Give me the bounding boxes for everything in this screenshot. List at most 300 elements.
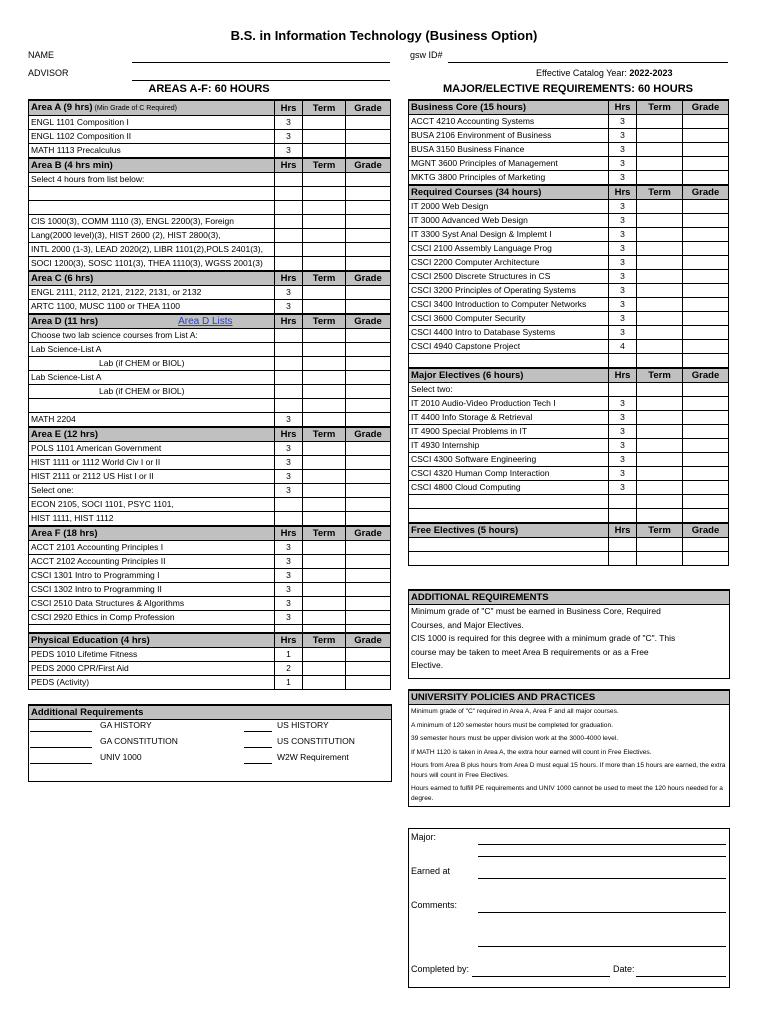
business-core-title-text: Business Core (15 hours) — [411, 102, 527, 113]
area-b-course-row — [29, 187, 391, 201]
term-header: Term — [637, 185, 683, 200]
major-elective-course-course: CSCI 4300 Software Engineering — [409, 453, 609, 467]
business-core-course-grade-cell[interactable] — [683, 157, 729, 171]
addl-left-check-line[interactable] — [30, 731, 92, 732]
area-d-course-row — [29, 343, 391, 357]
policy-text: Minimum grade of "C" required in Area A, Area F and all major courses. — [411, 708, 619, 715]
major-elective-course-grade-cell[interactable] — [683, 411, 729, 425]
advisor-label: ADVISOR — [28, 68, 69, 78]
business-core-course-term-cell[interactable] — [637, 157, 683, 171]
addl-right-item: US CONSTITUTION — [277, 736, 355, 746]
hrs-header: Hrs — [609, 523, 637, 538]
pe-course-course: PEDS (Activity) — [29, 676, 275, 690]
grade-header: Grade — [346, 100, 391, 116]
area-f-course-row — [29, 597, 391, 611]
major-requirements-table — [408, 99, 729, 566]
required-course-term-cell[interactable] — [637, 256, 683, 270]
business-core-course-hrs: 3 — [609, 115, 637, 129]
pe-course-hrs: 1 — [275, 676, 303, 690]
area-e-course-course: Select one: — [29, 484, 275, 498]
name-line[interactable] — [132, 62, 390, 63]
area-f-course-term-cell[interactable] — [303, 611, 346, 625]
major-line[interactable] — [478, 844, 726, 845]
area-c-header-row — [29, 271, 391, 286]
major-label: Major: — [411, 832, 437, 842]
term-header: Term — [637, 100, 683, 115]
major-elective-course-grade-cell[interactable] — [683, 425, 729, 439]
area-f-course-grade-cell[interactable] — [346, 555, 391, 569]
free-elective-course-course — [409, 552, 609, 566]
gsw-id-line[interactable] — [448, 62, 728, 63]
major-elective-course-term-cell[interactable] — [637, 467, 683, 481]
major-elective-course-grade-cell[interactable] — [683, 397, 729, 411]
major-line-2[interactable] — [478, 856, 726, 857]
gsw-id-label: gsw ID# — [410, 50, 443, 60]
area-d-course-hrs — [275, 385, 303, 399]
area-f-course-grade-cell[interactable] — [346, 583, 391, 597]
required-course-row — [409, 242, 729, 256]
major-elective-course-term-cell[interactable] — [637, 439, 683, 453]
area-f-header-row — [29, 526, 391, 541]
area-b-header-row — [29, 158, 391, 173]
required-course-grade-cell[interactable] — [683, 326, 729, 340]
area-f-title-text: Area F (18 hrs) — [31, 528, 98, 539]
required-course-course: IT 3000 Advanced Web Design — [409, 214, 609, 228]
area-d-course-term-cell[interactable] — [303, 357, 346, 371]
free-electives-title-text: Free Electives (5 hours) — [411, 525, 519, 536]
catalog-year-value: 2022-2023 — [629, 68, 673, 78]
area-c-course-hrs: 3 — [275, 286, 303, 300]
major-elective-course-hrs: 3 — [609, 411, 637, 425]
business-core-course-term-cell[interactable] — [637, 143, 683, 157]
area-d-course-grade-cell[interactable] — [346, 371, 391, 385]
completed-by-line[interactable] — [472, 976, 610, 977]
business-core-course-row — [409, 157, 729, 171]
area-d-course-course: Lab (if CHEM or BIOL) — [29, 385, 275, 399]
hrs-header: Hrs — [275, 100, 303, 116]
area-f-course-course: CSCI 1301 Intro to Programming I — [29, 569, 275, 583]
required-course-row — [409, 200, 729, 214]
major-elective-course-term-cell[interactable] — [637, 453, 683, 467]
area-d-course-course: Choose two lab science courses from List A: — [29, 329, 275, 343]
university-policies-title: UNIVERSITY POLICIES AND PRACTICES — [409, 689, 729, 705]
area-a-course-course: ENGL 1102 Composition II — [29, 130, 275, 144]
area-b-course-term-cell[interactable] — [303, 173, 346, 187]
area-e-course-term-cell[interactable] — [303, 484, 346, 498]
pe-course-hrs: 1 — [275, 648, 303, 662]
required-course-grade-cell[interactable] — [683, 242, 729, 256]
major-electives-title — [409, 368, 609, 383]
major-elective-course-row — [409, 453, 729, 467]
area-e-course-hrs: 3 — [275, 470, 303, 484]
major-elective-course-term-cell[interactable] — [637, 397, 683, 411]
major-elective-course-row — [409, 425, 729, 439]
major-elective-course-term-cell[interactable] — [637, 425, 683, 439]
free-elective-course-hrs — [609, 538, 637, 552]
area-f-course-row — [29, 611, 391, 625]
area-b-course-grade-cell[interactable] — [346, 173, 391, 187]
term-header: Term — [303, 158, 346, 173]
major-elective-course-grade-cell[interactable] — [683, 439, 729, 453]
pe-course-term-cell[interactable] — [303, 662, 346, 676]
area-c-title — [29, 271, 275, 286]
required-course-grade-cell[interactable] — [683, 298, 729, 312]
grade-header: Grade — [346, 314, 391, 329]
pe-course-course: PEDS 2000 CPR/First Aid — [29, 662, 275, 676]
area-f-course-term-cell[interactable] — [303, 597, 346, 611]
area-d-course-term-cell[interactable] — [303, 413, 346, 428]
required-course-course: CSCI 2500 Discrete Structures in CS — [409, 270, 609, 284]
comments-line-2[interactable] — [478, 946, 726, 947]
area-b-course-course — [29, 201, 275, 215]
major-elective-course-row — [409, 411, 729, 425]
major-elective-course-course: IT 2010 Audio-Video Production Tech I — [409, 397, 609, 411]
required-course-course: CSCI 3400 Introduction to Computer Networks — [409, 298, 609, 312]
free-elective-course-term-cell[interactable] — [637, 552, 683, 566]
required-course-course: CSCI 3600 Computer Security — [409, 312, 609, 326]
major-elective-course-term-cell[interactable] — [637, 495, 683, 509]
required-course-hrs: 3 — [609, 270, 637, 284]
major-elective-course-hrs — [609, 509, 637, 524]
term-header: Term — [303, 633, 346, 648]
earned-at-label: Earned at — [411, 866, 451, 876]
area-d-course-grade-cell[interactable] — [346, 343, 391, 357]
area-a-course-grade-cell[interactable] — [346, 116, 391, 130]
required-course-grade-cell[interactable] — [683, 284, 729, 298]
required-course-row — [409, 284, 729, 298]
required-course-grade-cell[interactable] — [683, 270, 729, 284]
required-course-grade-cell[interactable] — [683, 340, 729, 354]
major-elective-course-grade-cell[interactable] — [683, 467, 729, 481]
area-e-course-term-cell[interactable] — [303, 498, 346, 512]
hrs-header: Hrs — [275, 314, 303, 329]
area-f-course-term-cell[interactable] — [303, 583, 346, 597]
area-a-title-text: Area A (9 hrs) — [31, 102, 93, 113]
area-a-course-hrs: 3 — [275, 116, 303, 130]
major-elective-course-term-cell[interactable] — [637, 383, 683, 397]
area-e-course-grade-cell[interactable] — [346, 498, 391, 512]
business-core-course-row — [409, 115, 729, 129]
area-e-course-term-cell[interactable] — [303, 512, 346, 527]
area-e-course-term-cell[interactable] — [303, 442, 346, 456]
area-b-course-grade-cell[interactable] — [346, 243, 391, 257]
free-electives-title — [409, 523, 609, 538]
major-elective-course-grade-cell[interactable] — [683, 453, 729, 467]
addl-left-check-line[interactable] — [30, 763, 92, 764]
hrs-header: Hrs — [275, 526, 303, 541]
required-course-grade-cell[interactable] — [683, 228, 729, 242]
major-elective-course-course: Select two: — [409, 383, 609, 397]
area-f-course-row — [29, 555, 391, 569]
area-a-title — [29, 100, 275, 116]
term-header: Term — [637, 523, 683, 538]
term-header: Term — [303, 526, 346, 541]
area-d-course-term-cell[interactable] — [303, 371, 346, 385]
required-course-row — [409, 214, 729, 228]
required-course-term-cell[interactable] — [637, 284, 683, 298]
business-core-course-term-cell[interactable] — [637, 115, 683, 129]
required-course-term-cell[interactable] — [637, 200, 683, 214]
area-c-title-text: Area C (6 hrs) — [31, 273, 94, 284]
area-d-course-grade-cell[interactable] — [346, 357, 391, 371]
area-d-course-grade-cell[interactable] — [346, 329, 391, 343]
area-d-course-hrs — [275, 371, 303, 385]
hrs-header: Hrs — [609, 368, 637, 383]
area-d-course-grade-cell[interactable] — [346, 399, 391, 413]
major-elective-course-row — [409, 383, 729, 397]
pe-course-grade-cell[interactable] — [346, 662, 391, 676]
area-b-course-row — [29, 173, 391, 187]
major-elective-course-term-cell[interactable] — [637, 411, 683, 425]
area-b-course-term-cell[interactable] — [303, 215, 346, 229]
comments-line[interactable] — [478, 912, 726, 913]
business-core-course-course: BUSA 3150 Business Finance — [409, 143, 609, 157]
area-a-f-table — [28, 99, 391, 639]
required-course-hrs: 3 — [609, 326, 637, 340]
grade-header: Grade — [346, 526, 391, 541]
area-d-course-row — [29, 413, 391, 428]
area-d-course-course: Lab Science-List A — [29, 343, 275, 357]
area-e-course-grade-cell[interactable] — [346, 484, 391, 498]
advisor-line[interactable] — [132, 80, 390, 81]
area-c-course-term-cell[interactable] — [303, 286, 346, 300]
area-a-course-row — [29, 144, 391, 159]
area-a-course-course: ENGL 1101 Composition I — [29, 116, 275, 130]
major-elective-course-grade-cell[interactable] — [683, 509, 729, 524]
business-core-course-term-cell[interactable] — [637, 171, 683, 186]
area-b-course-grade-cell[interactable] — [346, 229, 391, 243]
area-b-course-course: Lang(2000 level)(3), HIST 2600 (2), HIST 2800(3), — [29, 229, 275, 243]
major-elective-course-hrs — [609, 383, 637, 397]
major-elective-course-hrs: 3 — [609, 467, 637, 481]
required-course-term-cell[interactable] — [637, 340, 683, 354]
grade-header: Grade — [683, 185, 729, 200]
required-course-hrs: 3 — [609, 256, 637, 270]
area-b-course-hrs — [275, 215, 303, 229]
area-f-course-grade-cell[interactable] — [346, 597, 391, 611]
area-e-course-term-cell[interactable] — [303, 470, 346, 484]
required-courses-title — [409, 185, 609, 200]
required-course-term-cell[interactable] — [637, 270, 683, 284]
area-d-course-term-cell[interactable] — [303, 329, 346, 343]
grade-header: Grade — [346, 427, 391, 442]
area-d-title — [29, 314, 275, 329]
required-course-course: CSCI 4400 Intro to Database Systems — [409, 326, 609, 340]
area-e-course-hrs: 3 — [275, 456, 303, 470]
date-label: Date: — [613, 964, 635, 974]
area-b-course-grade-cell[interactable] — [346, 187, 391, 201]
area-e-course-grade-cell[interactable] — [346, 470, 391, 484]
area-f-course-hrs: 3 — [275, 569, 303, 583]
area-a-course-term-cell[interactable] — [303, 144, 346, 159]
major-elective-course-grade-cell[interactable] — [683, 383, 729, 397]
required-course-term-cell[interactable] — [637, 214, 683, 228]
major-elective-course-grade-cell[interactable] — [683, 481, 729, 495]
area-d-course-grade-cell[interactable] — [346, 385, 391, 399]
major-elective-course-term-cell[interactable] — [637, 481, 683, 495]
date-line[interactable] — [636, 976, 726, 977]
major-elective-course-course: IT 4930 Internship — [409, 439, 609, 453]
area-f-course-term-cell[interactable] — [303, 555, 346, 569]
free-elective-course-row — [409, 552, 729, 566]
area-a-course-grade-cell[interactable] — [346, 144, 391, 159]
area-e-course-grade-cell[interactable] — [346, 442, 391, 456]
area-c-course-term-cell[interactable] — [303, 300, 346, 315]
business-core-course-course: MGNT 3600 Principles of Management — [409, 157, 609, 171]
major-elective-course-row — [409, 509, 729, 524]
area-f-course-grade-cell[interactable] — [346, 541, 391, 555]
area-a-course-term-cell[interactable] — [303, 116, 346, 130]
area-b-course-row — [29, 201, 391, 215]
area-b-course-grade-cell[interactable] — [346, 215, 391, 229]
addl-left-check-line[interactable] — [30, 747, 92, 748]
business-core-course-grade-cell[interactable] — [683, 171, 729, 186]
area-c-course-grade-cell[interactable] — [346, 286, 391, 300]
area-f-course-row — [29, 583, 391, 597]
business-core-course-course: ACCT 4210 Accounting Systems — [409, 115, 609, 129]
area-f-course-term-cell[interactable] — [303, 569, 346, 583]
area-d-lists-link[interactable]: Area D Lists — [178, 316, 233, 327]
required-course-term-cell[interactable] — [637, 354, 683, 369]
required-course-hrs: 3 — [609, 200, 637, 214]
area-b-course-term-cell[interactable] — [303, 243, 346, 257]
required-course-term-cell[interactable] — [637, 242, 683, 256]
area-d-course-term-cell[interactable] — [303, 385, 346, 399]
policy-text: 39 semester hours must be upper division work at the 3000-4000 level. — [411, 735, 619, 742]
major-elective-course-grade-cell[interactable] — [683, 495, 729, 509]
area-b-title-text: Area B (4 hrs min) — [31, 160, 113, 171]
area-a-note: (Min Grade of C Required) — [92, 105, 178, 112]
major-elective-course-course: CSCI 4800 Cloud Computing — [409, 481, 609, 495]
area-a-header-row — [29, 100, 391, 116]
area-e-course-row — [29, 456, 391, 470]
required-course-hrs: 3 — [609, 312, 637, 326]
area-e-title-text: Area E (12 hrs) — [31, 429, 99, 440]
required-course-course: IT 2000 Web Design — [409, 200, 609, 214]
free-elective-course-term-cell[interactable] — [637, 538, 683, 552]
area-b-course-term-cell[interactable] — [303, 187, 346, 201]
grade-header: Grade — [346, 271, 391, 286]
addl-right-check-line[interactable] — [244, 763, 272, 764]
area-f-course-hrs: 3 — [275, 555, 303, 569]
required-course-term-cell[interactable] — [637, 298, 683, 312]
area-c-course-grade-cell[interactable] — [346, 300, 391, 315]
additional-requirements-right-box — [408, 589, 730, 679]
area-d-course-course: Lab (if CHEM or BIOL) — [29, 357, 275, 371]
required-course-grade-cell[interactable] — [683, 312, 729, 326]
term-header: Term — [637, 368, 683, 383]
free-elective-course-grade-cell[interactable] — [683, 538, 729, 552]
area-b-course-course: Select 4 hours from list below: — [29, 173, 275, 187]
area-b-course-term-cell[interactable] — [303, 229, 346, 243]
major-heading: MAJOR/ELECTIVE REQUIREMENTS: 60 HOURS — [443, 83, 693, 95]
required-course-hrs: 4 — [609, 340, 637, 354]
area-e-course-grade-cell[interactable] — [346, 456, 391, 470]
hrs-header: Hrs — [275, 633, 303, 648]
additional-requirement-text: Elective. — [411, 660, 444, 670]
area-f-course-term-cell[interactable] — [303, 541, 346, 555]
addl-right-check-line[interactable] — [244, 747, 272, 748]
required-course-course: IT 3300 Syst Anal Design & Implemt I — [409, 228, 609, 242]
area-e-course-course: HIST 1111 or 1112 World Civ I or II — [29, 456, 275, 470]
earned-at-line[interactable] — [478, 878, 726, 879]
business-core-course-grade-cell[interactable] — [683, 129, 729, 143]
area-f-course-grade-cell[interactable] — [346, 569, 391, 583]
business-core-title — [409, 100, 609, 115]
area-b-course-row — [29, 215, 391, 229]
area-e-course-grade-cell[interactable] — [346, 512, 391, 527]
required-courses-header-row — [409, 185, 729, 200]
policy-text: Hours earned to fulfill PE requirements and UNIV 1000 cannot be used to meet the 120 hours needed for a degree. — [411, 785, 723, 802]
pe-course-term-cell[interactable] — [303, 648, 346, 662]
required-course-grade-cell[interactable] — [683, 256, 729, 270]
area-b-course-grade-cell[interactable] — [346, 201, 391, 215]
free-elective-course-grade-cell[interactable] — [683, 552, 729, 566]
area-d-course-grade-cell[interactable] — [346, 413, 391, 428]
university-policies-box — [408, 689, 730, 807]
major-elective-course-term-cell[interactable] — [637, 509, 683, 524]
hrs-header: Hrs — [275, 158, 303, 173]
area-d-course-row — [29, 371, 391, 385]
area-b-title — [29, 158, 275, 173]
area-b-course-term-cell[interactable] — [303, 201, 346, 215]
area-a-course-grade-cell[interactable] — [346, 130, 391, 144]
pe-title — [29, 633, 275, 648]
area-d-course-hrs — [275, 357, 303, 371]
pe-course-grade-cell[interactable] — [346, 648, 391, 662]
pe-course-term-cell[interactable] — [303, 676, 346, 690]
business-core-header-row — [409, 100, 729, 115]
grade-header: Grade — [683, 100, 729, 115]
area-d-course-term-cell[interactable] — [303, 399, 346, 413]
major-elective-course-hrs: 3 — [609, 425, 637, 439]
business-core-course-grade-cell[interactable] — [683, 143, 729, 157]
required-course-grade-cell[interactable] — [683, 200, 729, 214]
additional-requirements-right-title: ADDITIONAL REQUIREMENTS — [409, 589, 729, 605]
area-d-course-row — [29, 399, 391, 413]
required-course-term-cell[interactable] — [637, 312, 683, 326]
area-b-course-hrs — [275, 229, 303, 243]
area-e-course-row — [29, 484, 391, 498]
major-elective-course-row — [409, 495, 729, 509]
business-core-course-grade-cell[interactable] — [683, 115, 729, 129]
area-b-course-course — [29, 187, 275, 201]
area-f-course-grade-cell[interactable] — [346, 611, 391, 625]
grade-header: Grade — [683, 368, 729, 383]
area-d-title-text: Area D (11 hrs) — [31, 316, 99, 327]
area-b-course-grade-cell[interactable] — [346, 257, 391, 272]
area-f-course-course: CSCI 2920 Ethics in Comp Profession — [29, 611, 275, 625]
required-course-term-cell[interactable] — [637, 326, 683, 340]
pe-course-grade-cell[interactable] — [346, 676, 391, 690]
area-d-course-term-cell[interactable] — [303, 343, 346, 357]
business-core-course-row — [409, 171, 729, 186]
required-course-grade-cell[interactable] — [683, 214, 729, 228]
area-b-course-term-cell[interactable] — [303, 257, 346, 272]
required-course-term-cell[interactable] — [637, 228, 683, 242]
area-f-course-hrs: 3 — [275, 583, 303, 597]
major-elective-course-row — [409, 439, 729, 453]
required-course-hrs: 3 — [609, 298, 637, 312]
area-f-course-hrs: 3 — [275, 597, 303, 611]
area-e-course-term-cell[interactable] — [303, 456, 346, 470]
area-a-course-term-cell[interactable] — [303, 130, 346, 144]
addl-right-check-line[interactable] — [244, 731, 272, 732]
addl-right-item: US HISTORY — [277, 720, 329, 730]
required-course-grade-cell[interactable] — [683, 354, 729, 369]
area-e-course-row — [29, 442, 391, 456]
business-core-course-term-cell[interactable] — [637, 129, 683, 143]
